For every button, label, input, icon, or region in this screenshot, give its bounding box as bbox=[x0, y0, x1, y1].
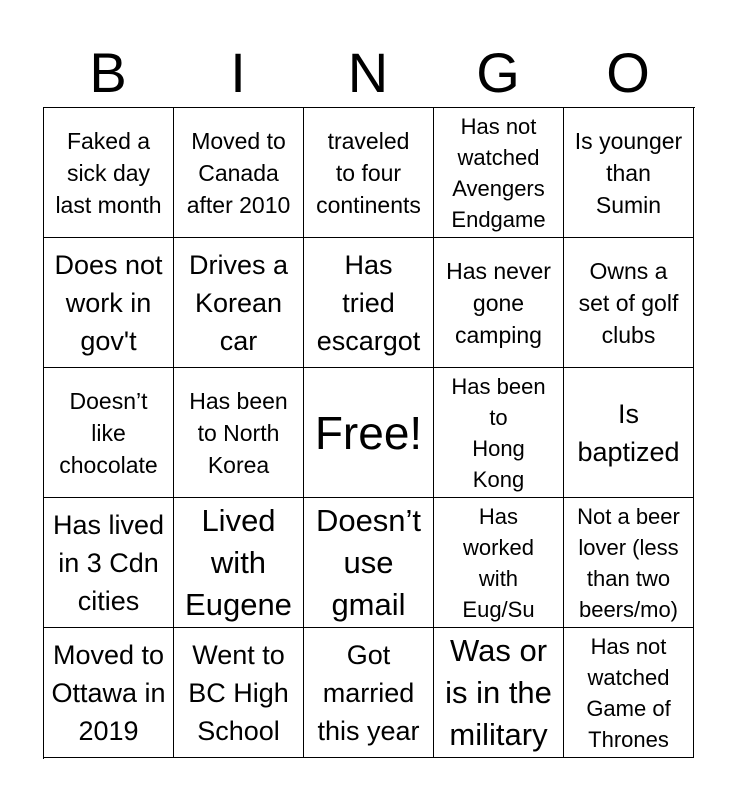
bingo-cell[interactable]: Got married this year bbox=[304, 628, 434, 758]
bingo-cell[interactable]: Has tried escargot bbox=[304, 238, 434, 368]
bingo-cell[interactable]: Was or is in the military bbox=[434, 628, 564, 758]
bingo-grid bbox=[43, 107, 695, 759]
bingo-cell[interactable]: Has been to North Korea bbox=[174, 368, 304, 498]
bingo-cell[interactable]: Has not watched Game of Thrones bbox=[564, 628, 694, 758]
bingo-cell[interactable]: Has lived in 3 Cdn cities bbox=[44, 498, 174, 628]
bingo-cell[interactable]: Has not watched Avengers Endgame bbox=[434, 108, 564, 238]
bingo-cell[interactable]: Went to BC High School bbox=[174, 628, 304, 758]
header-letter-b: B bbox=[89, 41, 127, 104]
bingo-cell[interactable]: Moved to Canada after 2010 bbox=[174, 108, 304, 238]
header-letter-o: O bbox=[606, 41, 650, 104]
bingo-cell[interactable]: Has been to Hong Kong bbox=[434, 368, 564, 498]
bingo-cell[interactable]: Lived with Eugene bbox=[174, 498, 304, 628]
bingo-cell[interactable]: Moved to Ottawa in 2019 bbox=[44, 628, 174, 758]
free-space-cell[interactable]: Free! bbox=[304, 368, 434, 498]
bingo-cell[interactable]: traveled to four continents bbox=[304, 108, 434, 238]
bingo-cell[interactable]: Has worked with Eug/Su bbox=[434, 498, 564, 628]
bingo-cell[interactable]: Drives a Korean car bbox=[174, 238, 304, 368]
header-letter-g: G bbox=[476, 41, 520, 104]
bingo-cell[interactable]: Doesn’t use gmail bbox=[304, 498, 434, 628]
bingo-cell[interactable]: Owns a set of golf clubs bbox=[564, 238, 694, 368]
bingo-cell[interactable]: Doesn’t like chocolate bbox=[44, 368, 174, 498]
bingo-cell[interactable]: Faked a sick day last month bbox=[44, 108, 174, 238]
header-letter-n: N bbox=[347, 41, 389, 104]
bingo-cell[interactable]: Not a beer lover (less than two beers/mo) bbox=[564, 498, 694, 628]
bingo-cell[interactable]: Does not work in gov't bbox=[44, 238, 174, 368]
bingo-cell[interactable]: Is younger than Sumin bbox=[564, 108, 694, 238]
bingo-header bbox=[43, 40, 693, 106]
bingo-cell[interactable]: Is baptized bbox=[564, 368, 694, 498]
bingo-cell[interactable]: Has never gone camping bbox=[434, 238, 564, 368]
header-letter-i: I bbox=[230, 41, 246, 104]
